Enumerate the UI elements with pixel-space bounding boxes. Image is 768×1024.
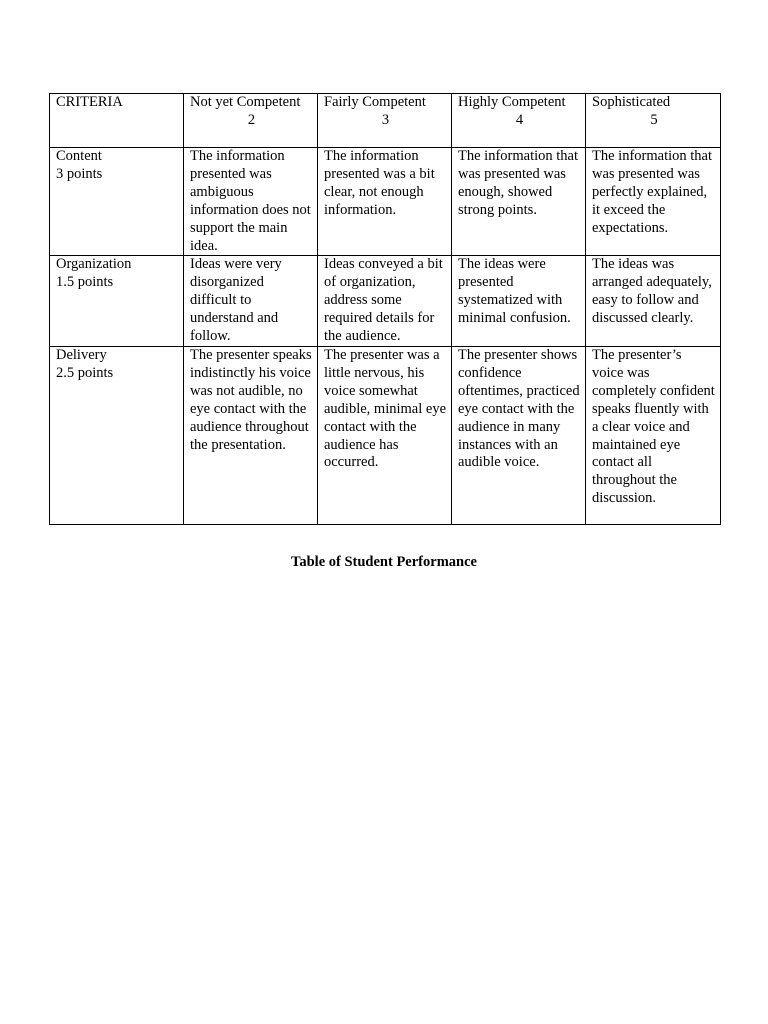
descriptor-cell: The information that was presented was perfectly explained, it exceed the expectations.: [586, 148, 721, 256]
level-score: 3: [381, 111, 390, 128]
criteria-header-label: CRITERIA: [56, 94, 123, 110]
level-header-cell: [452, 94, 586, 148]
criterion-points: 3 points: [56, 165, 103, 182]
level-name: Sophisticated: [592, 94, 671, 110]
criterion-cell: [50, 256, 184, 347]
criterion-cell: [50, 148, 184, 256]
descriptor-cell: The presenter was a little nervous, his voice somewhat audible, minimal eye contact with the audience has occurred.: [318, 346, 452, 524]
level-name: Fairly Competent: [324, 94, 426, 110]
descriptor-cell: The presenter’s voice was completely confident speaks fluently with a clear voice and maintained eye contact all throughout the discussion.: [586, 346, 721, 524]
descriptor-cell: The information presented was ambiguous information does not support the main idea.: [184, 148, 318, 256]
criterion-points: 2.5 points: [56, 364, 114, 381]
criteria-header-cell: [50, 94, 184, 148]
descriptor-cell: Ideas conveyed a bit of organization, address some required details for the audience.: [318, 256, 452, 347]
table-row: [50, 346, 721, 524]
table-caption: Table of Student Performance: [291, 554, 477, 570]
table-header-row: [50, 94, 721, 148]
table-row: [50, 256, 721, 347]
descriptor-cell: The information that was presented was enough, showed strong points.: [452, 148, 586, 256]
rubric-table: [49, 93, 721, 525]
criterion-name: Organization: [56, 256, 132, 273]
level-score: 2: [247, 111, 256, 128]
descriptor-cell: The ideas were presented systematized with minimal confusion.: [452, 256, 586, 347]
descriptor-cell: Ideas were very disorganized difficult to understand and follow.: [184, 256, 318, 347]
table-row: [50, 148, 721, 256]
descriptor-cell: The presenter speaks indistinctly his voice was not audible, no eye contact with the audience throughout the presentation.: [184, 346, 318, 524]
level-name: Not yet Competent: [190, 94, 301, 110]
level-name: Highly Competent: [458, 94, 566, 110]
level-header-cell: [318, 94, 452, 148]
criterion-name: Content: [56, 148, 102, 164]
descriptor-cell: The ideas was arranged adequately, easy to follow and discussed clearly.: [586, 256, 721, 347]
level-score: 5: [650, 111, 658, 128]
descriptor-cell: The presenter shows confidence oftentimes, practiced eye contact with the audience in many instances with an audible voice.: [452, 346, 586, 524]
criterion-name: Delivery: [56, 346, 107, 363]
descriptor-cell: The information presented was a bit clear, not enough information.: [318, 148, 452, 256]
level-score: 4: [515, 111, 524, 128]
criterion-cell: [50, 346, 184, 524]
criterion-points: 1.5 points: [56, 274, 114, 291]
level-header-cell: [184, 94, 318, 148]
level-header-cell: [586, 94, 721, 148]
